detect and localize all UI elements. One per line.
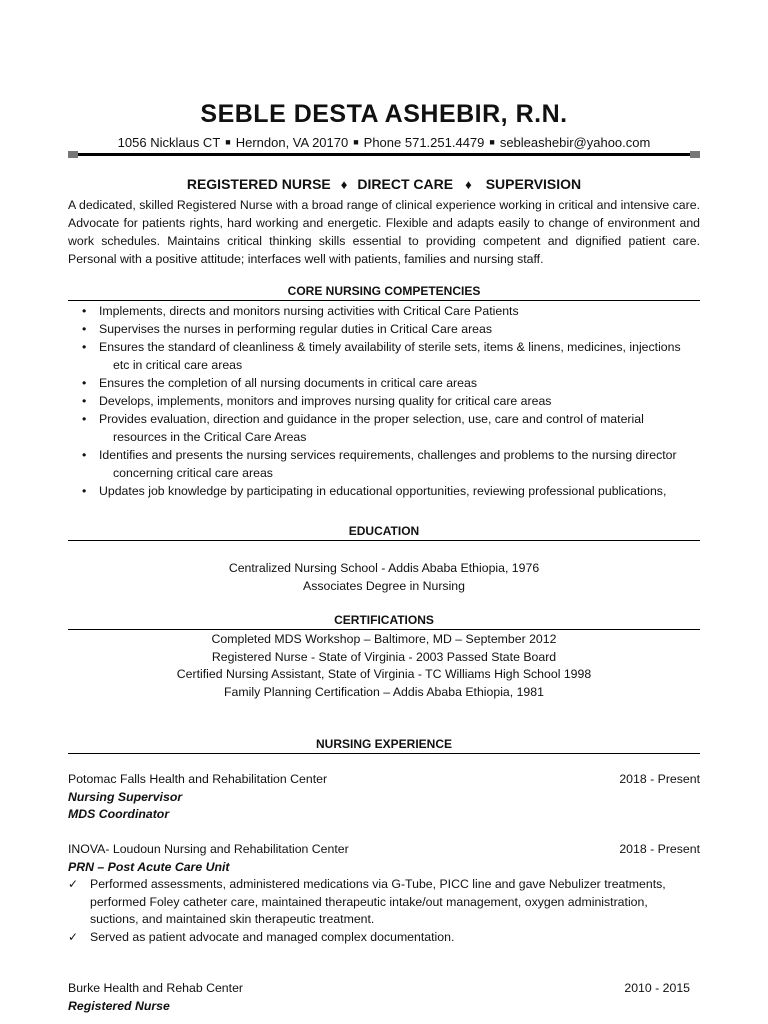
diamond-icon: ♦ bbox=[465, 177, 472, 192]
section-title-certifications: CERTIFICATIONS bbox=[334, 613, 434, 627]
list-item: • Ensures the standard of cleanliness & timely availability of sterile sets, items & linens, medicines, injections etc in critical care areas bbox=[82, 340, 681, 372]
separator-square-icon: ■ bbox=[489, 137, 495, 147]
employer: INOVA- Loudoun Nursing and Rehabilitation Center bbox=[68, 842, 349, 856]
job-entry bbox=[68, 841, 700, 946]
certifications-block bbox=[0, 631, 768, 701]
list-item: • Ensures the completion of all nursing documents in critical care areas bbox=[82, 376, 477, 390]
section-rule bbox=[68, 629, 700, 630]
job-entry bbox=[68, 771, 700, 824]
duties-list bbox=[68, 876, 700, 946]
list-item: • Provides evaluation, direction and guidance in the proper selection, use, care and control of material resources in the Critical Care Areas bbox=[82, 412, 644, 444]
separator-square-icon: ■ bbox=[353, 137, 359, 147]
bullet-icon: • bbox=[82, 448, 87, 462]
divider-cap-left bbox=[68, 151, 78, 158]
bullet-icon: • bbox=[82, 394, 87, 408]
section-title-experience: NURSING EXPERIENCE bbox=[315, 737, 453, 751]
job-header bbox=[68, 841, 700, 859]
list-item: • Updates job knowledge by participating in educational opportunities, reviewing professional publications, bbox=[82, 484, 667, 498]
bullet-icon: • bbox=[82, 340, 87, 354]
job-header bbox=[68, 980, 690, 998]
candidate-name: SEBLE DESTA ASHEBIR, R.N. bbox=[200, 100, 568, 128]
section-rule bbox=[68, 300, 700, 301]
certification-item: Family Planning Certification – Addis Ababa Ethiopia, 1981 bbox=[224, 684, 544, 699]
employer: Potomac Falls Health and Rehabilitation Center bbox=[68, 772, 328, 786]
address: 1056 Nicklaus CT bbox=[117, 135, 221, 150]
list-item: ✓ Served as patient advocate and managed complex documentation. bbox=[68, 929, 700, 947]
list-item: • Develops, implements, monitors and improves nursing quality for critical care areas bbox=[82, 394, 552, 408]
competencies-list bbox=[68, 302, 708, 500]
bullet-icon: • bbox=[82, 376, 87, 390]
checkmark-icon: ✓ bbox=[68, 929, 79, 944]
degree: Associates Degree in Nursing bbox=[303, 578, 465, 593]
separator-square-icon: ■ bbox=[225, 137, 231, 147]
certification-item: Completed MDS Workshop – Baltimore, MD – September 2012 bbox=[211, 632, 557, 646]
divider-cap-right bbox=[690, 151, 700, 158]
job-dates: 2018 - Present bbox=[619, 772, 700, 786]
list-item: ✓ Performed assessments, administered medications via G-Tube, PICC line and gave Nebulizer treatments, performed Foley catheter care, maintained therapeutic intake/out management, oxygen administration, suctions, and maintained skin therapeutic treatment. bbox=[68, 877, 666, 926]
headline-item: DIRECT CARE bbox=[357, 176, 454, 192]
bullet-icon: • bbox=[82, 322, 87, 336]
list-item: • Supervises the nurses in performing regular duties in Critical Care areas bbox=[82, 322, 492, 336]
list-item: • Implements, directs and monitors nursing activities with Critical Care Patients bbox=[82, 304, 519, 318]
phone: Phone 571.251.4479 bbox=[363, 135, 485, 150]
education-block bbox=[0, 560, 768, 595]
list-item: • Identifies and presents the nursing services requirements, challenges and problems to the nursing director concerning critical care areas bbox=[82, 448, 677, 480]
job-title: Registered Nurse bbox=[68, 998, 170, 1013]
header-divider bbox=[68, 153, 700, 156]
headline bbox=[0, 176, 768, 192]
checkmark-icon: ✓ bbox=[68, 877, 79, 891]
school: Centralized Nursing School - Addis Ababa Ethiopia, 1976 bbox=[228, 561, 540, 575]
headline-item: REGISTERED NURSE bbox=[186, 176, 331, 192]
summary: A dedicated, skilled Registered Nurse with a broad range of clinical experience working in critical and intensive care. Advocate for patients rights, hard working and energetic. Flexible and adapts easily to change of environment and work schedules. Maintains critical thinking skills essential to providing competent and dignified patient care. Personal with a positive attitude; interfaces well with patients, families and nursing staff. bbox=[68, 198, 700, 266]
employer: Burke Health and Rehab Center bbox=[68, 981, 243, 995]
section-rule bbox=[68, 540, 700, 541]
bullet-icon: • bbox=[82, 412, 87, 426]
certification-item: Certified Nursing Assistant, State of Virginia - TC Williams High School 1998 bbox=[176, 667, 592, 681]
diamond-icon: ♦ bbox=[340, 177, 348, 192]
bullet-icon: • bbox=[82, 484, 87, 498]
certification-item: Registered Nurse - State of Virginia - 2003 Passed State Board bbox=[211, 649, 557, 664]
job-header bbox=[68, 771, 700, 789]
job-title: MDS Coordinator bbox=[68, 807, 170, 821]
contact-line bbox=[0, 135, 768, 150]
city: Herndon, VA 20170 bbox=[235, 135, 349, 150]
headline-item: SUPERVISION bbox=[485, 176, 582, 192]
job-entry bbox=[68, 980, 690, 1015]
section-title-competencies: CORE NURSING COMPETENCIES bbox=[287, 284, 481, 298]
bullet-icon: • bbox=[82, 304, 87, 318]
section-rule bbox=[68, 753, 700, 754]
job-dates: 2018 - Present bbox=[619, 842, 700, 856]
email-link[interactable]: sebleashebir@yahoo.com bbox=[499, 135, 651, 150]
job-dates: 2010 - 2015 bbox=[624, 981, 690, 995]
job-title: PRN – Post Acute Care Unit bbox=[68, 859, 230, 874]
section-title-education: EDUCATION bbox=[348, 524, 420, 538]
job-title: Nursing Supervisor bbox=[68, 789, 183, 804]
